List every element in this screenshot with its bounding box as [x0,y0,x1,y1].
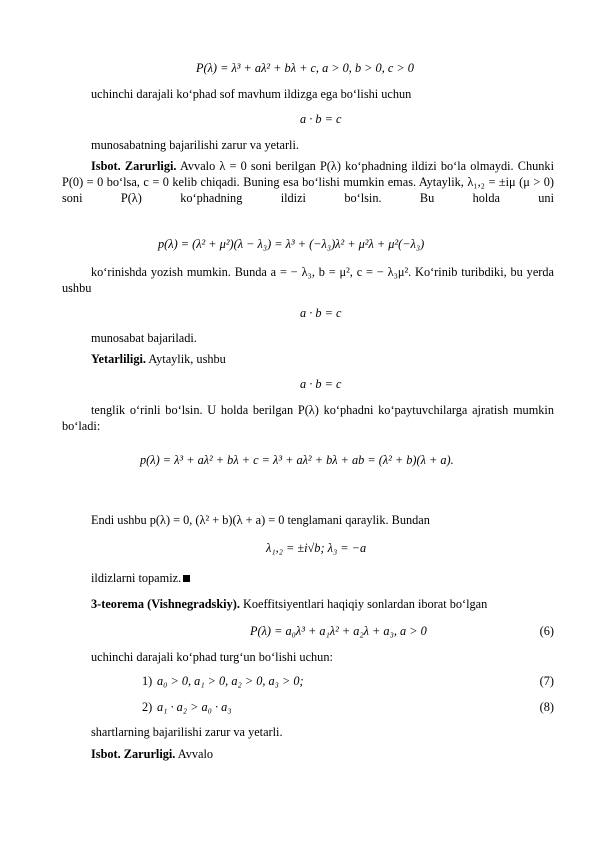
qed-square-icon [183,575,190,582]
condition-label: 1) [142,674,153,688]
text-line [91,746,213,762]
theorem-text: Koeffitsiyentlari haqiqiy sonlardan iborat bo‘lgan [239,597,488,611]
proof-text: Avvalo λ = 0 soni berilgan P(λ) ko‘phadning ildizi bo‘la olmaydi. Chunki P(0) = 0 bo‘lsa, c = 0 kelib chiqadi. Buning esa bo‘lishi mumkin emas. Aytaylik, λ₁,₂ = ±iμ (μ > 0) soni P(λ) ko‘phadning ildizi bo‘lsin. Bu holda uni [62,159,554,205]
paragraph-representation: ko‘rinishda yozish mumkin. Bunda a = − λ₃, b = μ², c = − λ₃μ². Ko‘rinib turibdiki, bu yerda ushbu [62,265,554,295]
formula-condition: a · b = c [300,112,342,126]
proof-text: Avvalo [175,747,214,761]
paragraph-factorization-intro: tenglik o‘rinli bo‘lsin. U holda berilgan P(λ) ko‘phadni ko‘paytuvchilarga ajratish mumkin bo‘ladi: [62,403,554,433]
text-line: shartlarning bajarilishi zarur va yetarli. [91,725,283,739]
paragraph-sufficiency [91,351,226,367]
condition-label: 2) [142,700,153,714]
text-line: munosabat bajariladi. [91,331,197,345]
formula-polynomial-cubic: P(λ) = λ³ + aλ² + bλ + c, a > 0, b > 0, c > 0 [196,61,414,75]
formula-roots: λ₁,₂ = ±i√b; λ₃ = −a [266,541,367,555]
text-line: uchinchi darajali ko‘phad turg‘un bo‘lishi uchun: [91,650,333,664]
paragraph-proof-necessity [62,158,554,206]
sufficiency-heading: Yetarliligi. [91,352,146,366]
formula-general-polynomial: P(λ) = a₀λ³ + a₁λ² + a₂λ + a₃, a > 0 [250,624,427,638]
equation-number: (7) [539,674,554,688]
text-line: ildizlarni topamiz. [91,570,190,586]
text-line: Endi ushbu p(λ) = 0, (λ² + b)(λ + a) = 0 tenglamani qaraylik. Bundan [91,513,430,527]
theorem-statement [91,596,487,612]
equation-number: (8) [539,700,554,714]
formula-factorization: p(λ) = (λ² + μ²)(λ − λ₃) = λ³ + (−λ₃)λ² + μ²λ + μ²(−λ₃) [158,237,425,251]
formula-condition-inequality: a₁ · a₂ > a₀ · a₃ [157,700,232,714]
proof-heading: Isbot. Zarurligi. [91,747,176,761]
formula-condition-positive: a₀ > 0, a₁ > 0, a₂ > 0, a₃ > 0; [157,674,304,688]
text-line: uchinchi darajali ko‘phad sof mavhum ildizga ega bo‘lishi uchun [91,87,412,101]
formula-condition: a · b = c [300,306,342,320]
text-line: munosabatning bajarilishi zarur va yetarli. [91,138,299,152]
equation-number: (6) [539,624,554,638]
formula-condition: a · b = c [300,377,342,391]
theorem-heading: 3-teorema (Vishnegradskiy). [91,597,240,611]
proof-heading: Isbot. Zarurligi. [91,159,177,173]
formula-polynomial-factored: p(λ) = λ³ + aλ² + bλ + c = λ³ + aλ² + bλ + ab = (λ² + b)(λ + a). [140,453,454,467]
sufficiency-text: Aytaylik, ushbu [145,352,226,366]
